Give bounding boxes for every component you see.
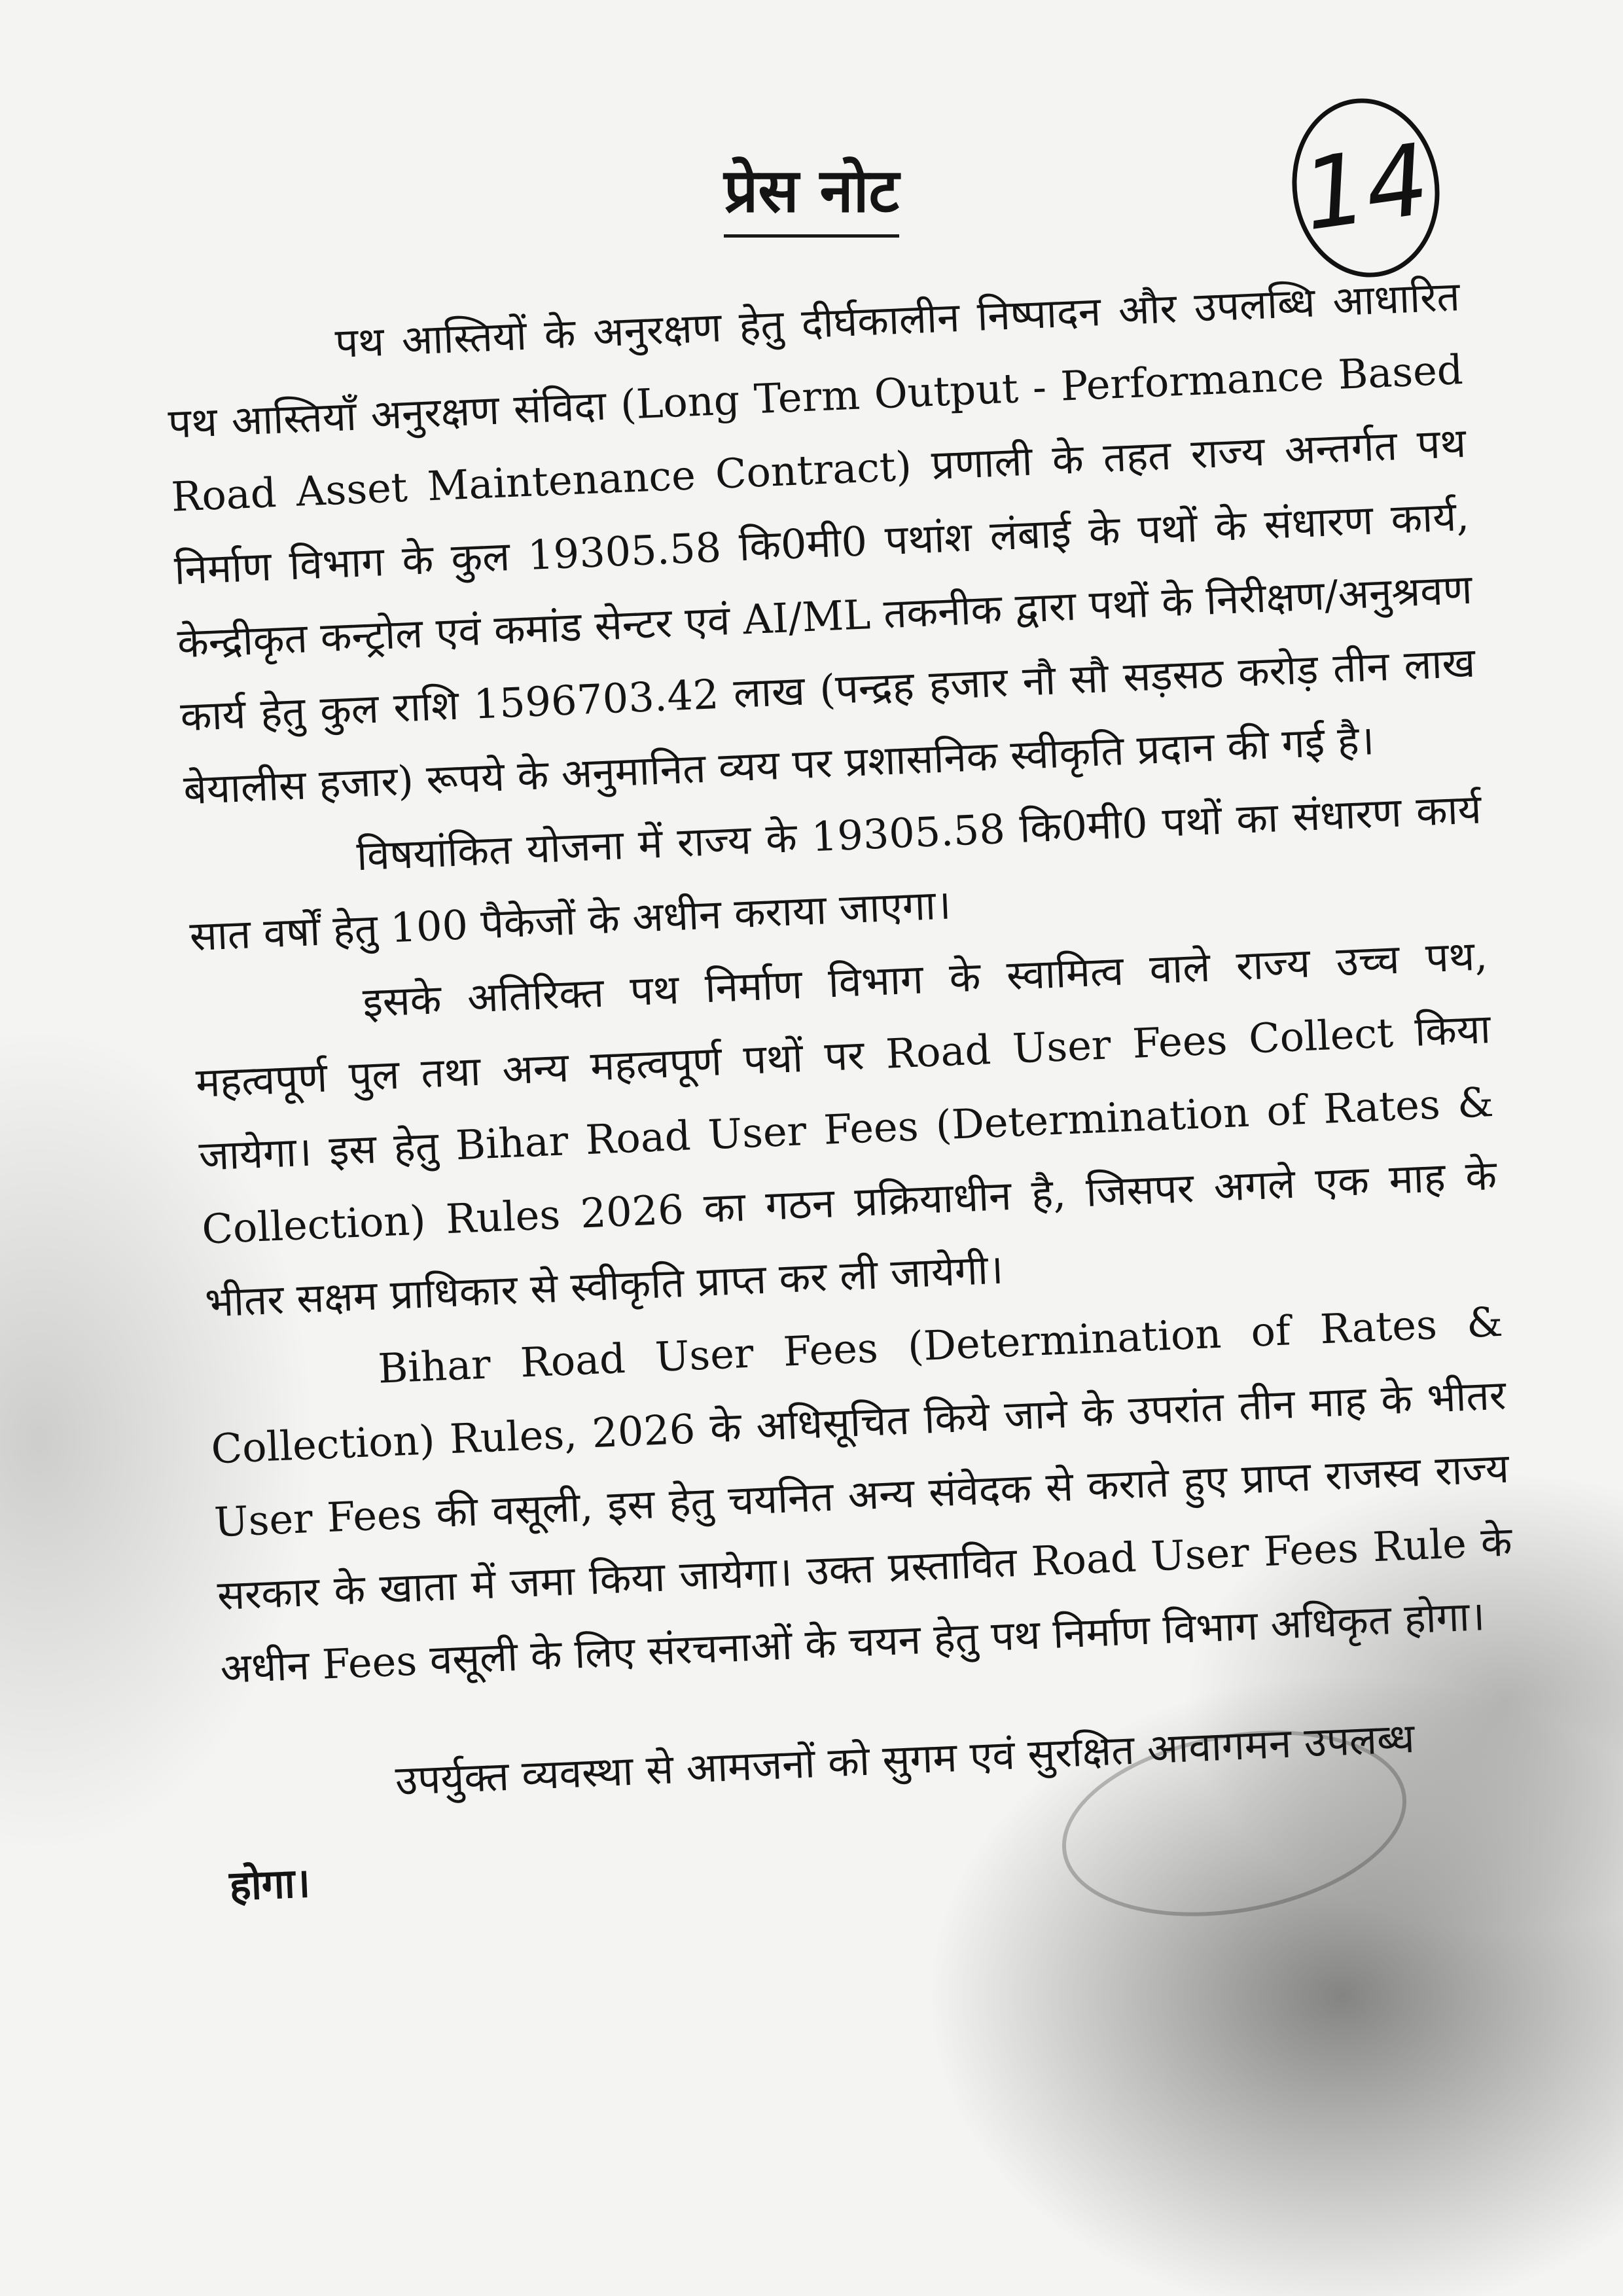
- press-note-body: [164, 260, 1525, 1912]
- paragraph-3: इसके अतिरिक्त पथ निर्माण विभाग के स्वामित्व वाले राज्य उच्च पथ, महत्वपूर्ण पुल तथा अन्य महत्वपूर्ण पथों पर Road User Fees Collect किया जायेगा। इस हेतु Bihar Road User Fees (Determination of Rates & Collection) Rules 2026 का गठन प्रक्रियाधीन है, जिसपर अगले एक माह के भीतर सक्षम प्राधिकार से स्वीकृति प्राप्त कर ली जायेगी।: [194, 931, 1498, 1327]
- handwritten-page-number: 14: [1281, 89, 1451, 287]
- paragraph-1: पथ आस्तियों के अनुरक्षण हेतु दीर्घकालीन निष्पादन और उपलब्धि आधारित पथ आस्तियाँ अनुरक्षण संविदा (Long Term Output - Performance Based Road Asset Maintenance Contract) प्रणाली के तहत राज्य अन्तर्गत पथ निर्माण विभाग के कुल 19305.58 कि0मी0 पथांश लंबाई के पथों के संधारण कार्य, केन्द्रीकृत कन्ट्रोल एवं कमांड सेन्टर एवं AI/ML तकनीक द्वारा पथों के निरीक्षण/अनुश्रवण कार्य हेतु कुल राशि 1596703.42 लाख (पन्द्रह हजार नौ सौ सड़सठ करोड़ तीन लाख बेयालीस हजार) रूपये के अनुमानित व्यय पर प्रशासनिक स्वीकृति प्रदान की गई है।: [167, 272, 1476, 814]
- title-text: प्रेस नोट: [724, 147, 899, 238]
- closing-word: होगा।: [228, 1858, 312, 1910]
- paragraph-5: उपर्युक्त व्यवस्था से आमजनों को सुगम एवं सुरक्षित आवागमन उपलब्ध: [394, 1713, 1416, 1805]
- paragraph-4: Bihar Road User Fees (Determination of Rates & Collection) Rules, 2026 के अधिसूचित किये जाने के उपरांत तीन माह के भीतर User Fees की वसूली, इस हेतु चयनित अन्य संवेदक से कराते हुए प्राप्त राजस्व राज्य सरकार के खाता में जमा किया जायेगा। उक्त प्रस्तावित Road User Fees Rule के अधीन Fees वसूली के लिए संरचनाओं के चयन हेतु पथ निर्माण विभाग अधिकृत होगा।: [210, 1297, 1513, 1693]
- paragraph-2: विषयांकित योजना में राज्य के 19305.58 कि0मी0 पथों का संधारण कार्य सात वर्षों हेतु 100 पैकेजों के अधीन कराया जाएगा।: [188, 785, 1482, 961]
